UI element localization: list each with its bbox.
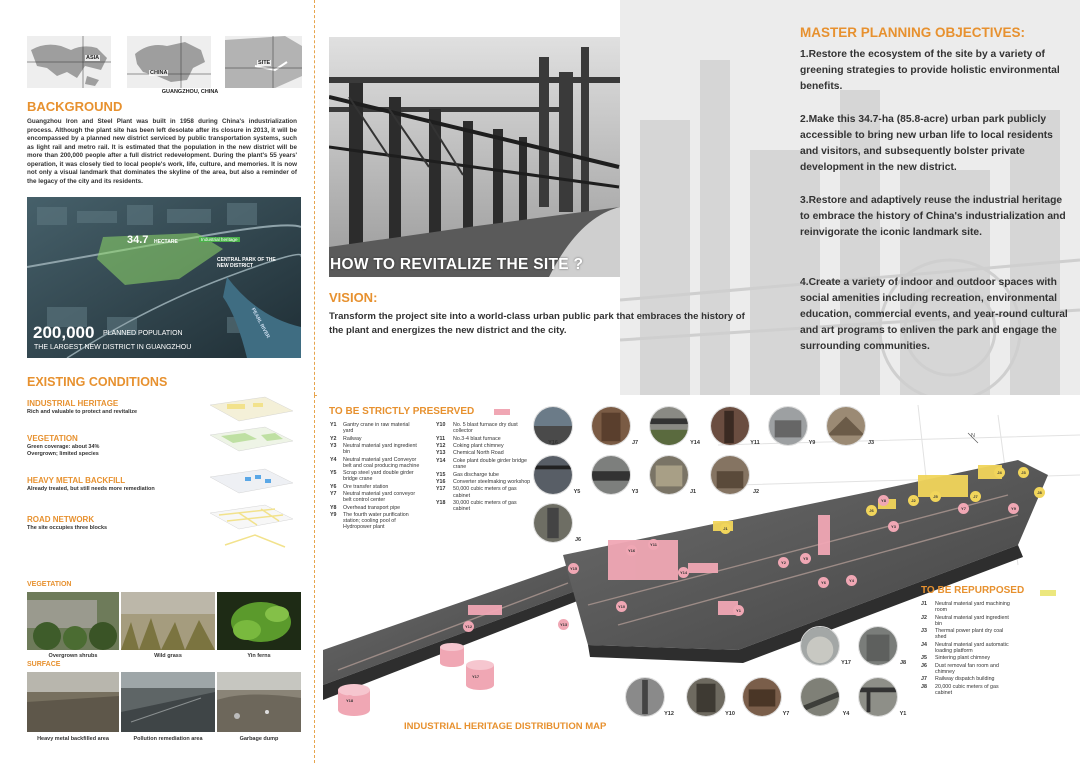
pin-y6: Y6 — [818, 577, 829, 588]
label-circle-y4: Y4 — [842, 711, 850, 717]
label-circle-j3: J3 — [867, 440, 875, 446]
aerial-photo — [27, 197, 301, 358]
caption-wild-grass: Wild grass — [154, 653, 182, 659]
label-circle-y10: Y10 — [725, 711, 735, 717]
heritage-tag: Industrial heritage — [201, 237, 238, 242]
legend-y14: Y14 Coke plant double girder bridge crane — [436, 457, 527, 471]
layer-heritage — [210, 397, 293, 421]
condition-vegetation-desc2: Overgrown; limited species — [27, 451, 99, 457]
condition-vegetation-desc: Green coverage: about 34% — [27, 444, 100, 450]
map-asia-label: ASIA — [86, 55, 100, 61]
surface-photos-title: SURFACE — [27, 661, 61, 668]
preserved-legend-col2 — [436, 422, 531, 514]
photo-circle-y11 — [710, 406, 750, 446]
legend-y5: Y5 Scrap steel yard double girder bridge crane — [330, 470, 414, 483]
condition-road-desc: The site occupies three blocks — [27, 525, 108, 531]
photo-pollution-remediation — [121, 672, 215, 732]
label-circle-y16: Y16 — [548, 440, 558, 446]
label-circle-y17: Y17 — [841, 660, 851, 666]
label-circle-y14: Y14 — [690, 440, 700, 446]
condition-industrial-heritage-desc: Rich and valuable to protect and revitalize — [27, 409, 138, 415]
heritage-map-section — [318, 395, 1080, 763]
area-unit: HECTARE — [154, 239, 178, 245]
legend-j8: J8 20,000 cubic meters of gas cabinet — [921, 683, 999, 696]
pin-y3: Y3 — [888, 521, 899, 532]
pin-y18: Y18 — [344, 695, 355, 706]
legend-y2: Y2 Railway — [330, 435, 362, 442]
divider-vertical-bottom — [314, 395, 315, 763]
pin-j2: J2 — [908, 495, 919, 506]
photo-circle-j3 — [826, 406, 866, 446]
vegetation-photos-title: VEGETATION — [27, 581, 72, 588]
label-circle-y5: Y5 — [573, 489, 581, 495]
pin-j1: J1 — [720, 523, 731, 534]
legend-y11: Y11 No.3-4 blast furnace — [436, 435, 501, 442]
legend-j3: J3 Thermal power plant dry coal shed — [921, 628, 1004, 641]
legend-j5: J5 Sintering plant chimney — [921, 655, 991, 662]
legend-j4: J4 Neutral material yard automatic loading platform — [921, 641, 1009, 654]
map-china-label: CHINA — [150, 70, 168, 76]
pin-y12: Y12 — [463, 621, 474, 632]
river-label: PEARL RIVER — [249, 307, 271, 340]
caption-pollution-remediation: Pollution remediation area — [133, 736, 203, 742]
park-label: CENTRAL PARK OF THE NEW DISTRICT — [217, 257, 276, 269]
label-circle-j8: J8 — [899, 660, 907, 666]
label-circle-y3: Y3 — [631, 489, 639, 495]
city-label: GUANGZHOU, CHINA — [161, 89, 219, 95]
background-title: BACKGROUND — [27, 99, 123, 114]
hero-title: HOW TO REVITALIZE THE SITE ? — [330, 256, 584, 273]
pin-j6: J6 — [866, 505, 877, 516]
legend-y4: Y4 Neutral material yard Conveyor belt and coal producing machine — [330, 456, 420, 469]
layer-vegetation — [210, 427, 293, 451]
layer-backfill — [210, 469, 293, 493]
legend-j7: J7 Railway dispatch building — [921, 676, 995, 683]
condition-backfill-desc: Already treated, but still needs more remediation — [27, 486, 155, 492]
area-value: 34.7 — [127, 234, 149, 246]
label-circle-j2: J2 — [752, 489, 760, 495]
pin-j7: J7 — [970, 491, 981, 502]
map-asia — [27, 36, 111, 88]
legend-j6: J6 Dust removal fan room and chimney — [921, 662, 999, 675]
label-circle-y1: Y1 — [899, 711, 907, 717]
legend-y12: Y12 Coking plant chimney — [436, 443, 504, 450]
label-circle-y12: Y12 — [664, 711, 674, 717]
label-circle-y7: Y7 — [782, 711, 790, 717]
pin-y14: Y14 — [678, 567, 689, 578]
legend-j2: J2 Neutral material yard ingredient bin — [921, 614, 1009, 627]
legend-y7: Y7 Neutral material yard conveyor belt control center — [330, 491, 416, 504]
preserved-legend-col1 — [330, 422, 421, 532]
photo-circle-y1 — [858, 677, 898, 717]
legend-y17: Y17 50,000 cubic meters of gas cabinet — [436, 486, 517, 499]
photo-circle-y4 — [800, 677, 840, 717]
pin-y9: Y9 — [1008, 503, 1019, 514]
photo-circle-y17 — [800, 626, 840, 666]
label-circle-y9: Y9 — [808, 440, 816, 446]
pin-y1: Y1 — [733, 605, 744, 616]
repurposed-legend — [921, 601, 1015, 697]
caption-garbage-dump: Garbage dump — [239, 736, 279, 742]
condition-road-title: ROAD NETWORK — [27, 515, 95, 524]
condition-vegetation-title: VEGETATION — [27, 434, 78, 443]
vision-text: Transform the project site into a world-class urban public park that embraces the history of the plant and energizes the new district and the city. — [329, 311, 745, 336]
map-site — [225, 36, 302, 88]
repurposed-swatch — [1040, 590, 1056, 596]
objective-1: 1.Restore the ecosystem of the site by a variety of greening strategies to provide holistic environmental benefits. — [800, 49, 1060, 92]
caption-overgrown-shrubs: Overgrown shrubs — [48, 653, 98, 659]
pin-y15: Y15 — [568, 563, 579, 574]
photo-overgrown-shrubs — [27, 592, 119, 650]
legend-j1: J1 Neutral material yard machining room — [921, 601, 1010, 614]
pin-y13: Y13 — [558, 619, 569, 630]
objective-3: 3.Restore and adaptively reuse the industrial heritage to embrace the history of China's industrialization and reinvigorate the iconic landmark site. — [800, 195, 1066, 238]
repurposed-title: TO BE REPURPOSED — [921, 585, 1025, 596]
vision-title: VISION: — [329, 290, 378, 305]
label-circle-j7: J7 — [631, 440, 639, 446]
pin-y8: Y8 — [878, 495, 889, 506]
isometric-layers — [205, 395, 295, 565]
caption-yin-ferns: Yin ferns — [247, 653, 271, 659]
objective-2: 2.Make this 34.7-ha (85.8-acre) urban park publicly accessible to bring new urban life to local residents and visitors, and subsequently bolster private development in the new district. — [800, 114, 1053, 173]
condition-industrial-heritage-title: INDUSTRIAL HERITAGE — [27, 399, 119, 408]
legend-y15: Y15 Gas discharge tube — [436, 471, 499, 478]
label-circle-j6: J6 — [574, 537, 582, 543]
map-site-label: SITE — [258, 60, 271, 66]
pin-y11: Y11 — [648, 539, 659, 550]
photo-wild-grass — [121, 592, 215, 650]
legend-y9: Y9 The fourth water purification station; cooling pool of Hydropower plant — [330, 512, 409, 531]
legend-y13: Y13 Chemical North Road — [436, 450, 504, 457]
objectives-title: MASTER PLANNING OBJECTIVES: — [800, 25, 1026, 40]
pin-j8: J8 — [1034, 487, 1045, 498]
pin-y16: Y16 — [626, 545, 637, 556]
photo-garbage-dump — [217, 672, 301, 732]
pin-j3: J3 — [1018, 467, 1029, 478]
legend-y8: Y8 Overhead transport pipe — [330, 504, 401, 511]
caption-heavy-metal-backfilled: Heavy metal backfilled area — [37, 736, 109, 742]
photo-circle-j2 — [710, 455, 750, 495]
map-title: INDUSTRIAL HERITAGE DISTRIBUTION MAP — [404, 721, 607, 732]
preserved-swatch — [494, 409, 510, 415]
pin-j5: J5 — [930, 491, 941, 502]
photo-yin-ferns — [217, 592, 301, 650]
population-sub: THE LARGEST NEW DISTRICT IN GUANGZHOU — [34, 344, 192, 351]
existing-conditions-title: EXISTING CONDITIONS — [27, 375, 168, 389]
objective-4: 4.Create a variety of indoor and outdoor spaces with social amenities including recreation, environmental education, commercial events, and year-round cultural and art programs to enliven the park and engage the surrounding communities. — [800, 277, 1068, 352]
label-circle-y11: Y11 — [750, 440, 760, 446]
legend-y16: Y16 Converter steelmaking workshop — [436, 478, 531, 485]
preserved-title: TO BE STRICTLY PRESERVED — [329, 406, 475, 417]
pin-j4: J4 — [994, 467, 1005, 478]
population-label: PLANNED POPULATION — [103, 330, 183, 337]
pin-y17: Y17 — [470, 671, 481, 682]
legend-y6: Y6 Ore transfer station — [330, 483, 389, 490]
pin-y4: Y4 — [846, 575, 857, 586]
north-label: N — [971, 433, 975, 439]
pin-y10: Y10 — [616, 601, 627, 612]
legend-y3: Y3 Neutral material yard ingredient bin — [330, 443, 417, 456]
legend-y18: Y18 30,000 cubic meters of gas cabinet — [436, 499, 517, 513]
legend-y1: Y1 Gantry crane in raw material yard — [330, 422, 410, 435]
pin-y7: Y7 — [958, 503, 969, 514]
photo-heavy-metal-backfilled — [27, 672, 119, 732]
legend-y10: Y10 No. 5 blast furnace dry dust collector — [436, 422, 518, 435]
label-circle-j1: J1 — [689, 489, 697, 495]
population-value: 200,000 — [33, 323, 95, 342]
map-china — [127, 36, 211, 88]
photo-circle-j8 — [858, 626, 898, 666]
layer-roads — [210, 505, 293, 547]
hero-photo — [329, 37, 620, 277]
condition-backfill-title: HEAVY METAL BACKFILL — [27, 476, 126, 485]
photo-circle-y14 — [649, 406, 689, 446]
photo-circle-j6 — [533, 503, 573, 543]
divider-vertical-left — [314, 0, 315, 395]
pin-y5: Y5 — [800, 553, 811, 564]
pin-y2: Y2 — [778, 557, 789, 568]
background-text: Guangzhou Iron and Steel Plant was built in 1958 during China's industrialization process. Although the plant site has been left desolate after its closure in 2013, it will be encompassed by a planned new district serviced by public transportation systems, such as light rail and metro rail. It is estimated that the population in the new district will be more than 200,000 people after a full district redevelopment. During the plant's 55 years' operation, it was closely tied to local people's work, life, culture, and memories. It is now not only a visual landmark that dominates the skyline of the area, but also a reminder of the legacy of the city and its residents. — [27, 118, 297, 185]
